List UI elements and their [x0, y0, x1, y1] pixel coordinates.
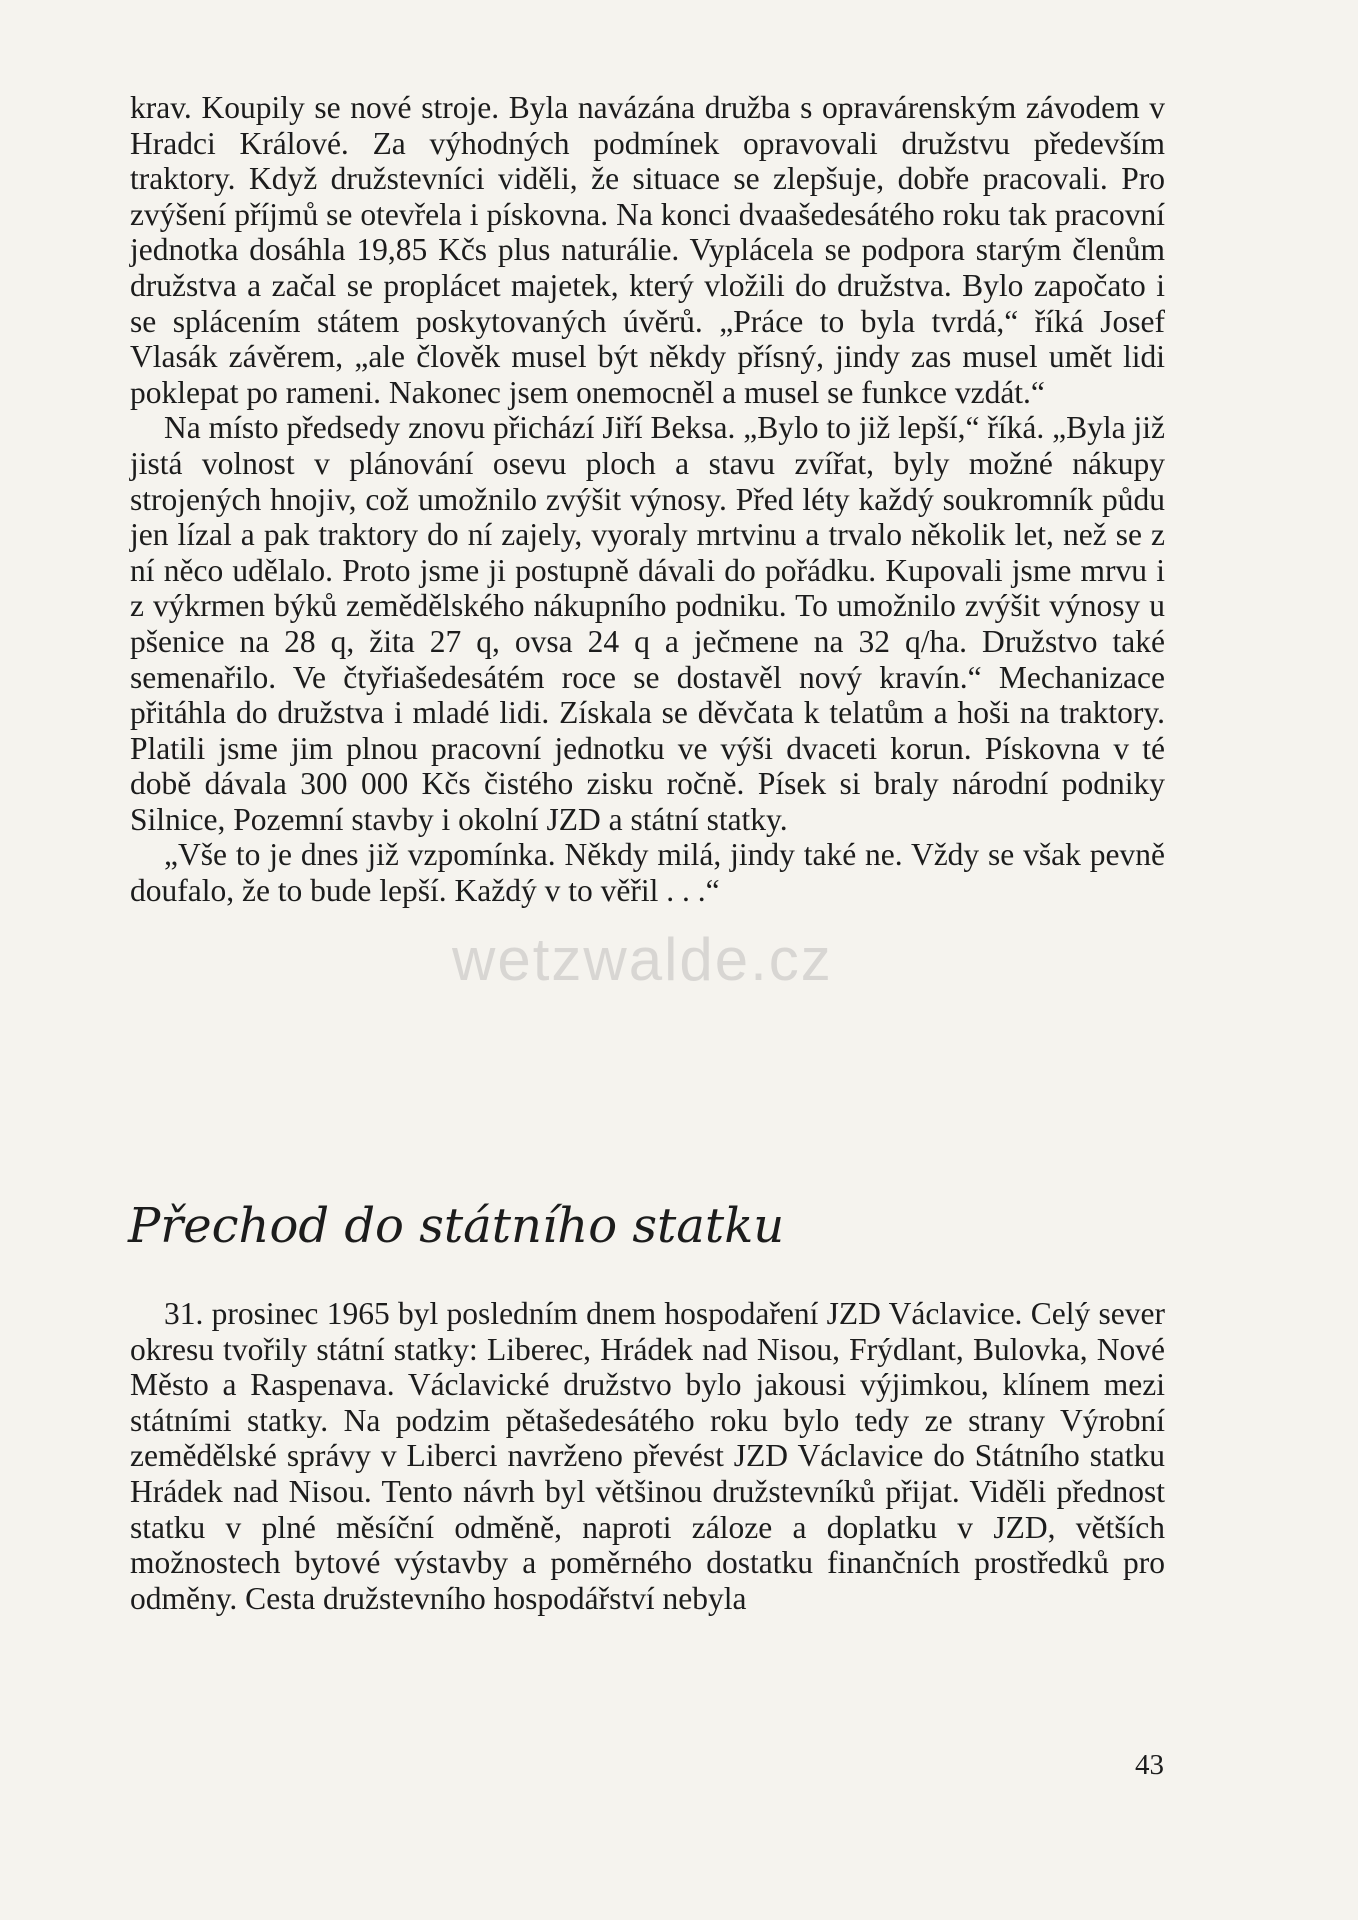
paragraph: krav. Koupily se nové stroje. Byla navázána družba s opravárenským závodem v Hradci Králové. Za výhodných podmínek opravovali družstvu především traktory. Když družstevníci viděli, že situace se zlepšuje, dobře pracovali. Pro zvýšení příjmů se otevřela i pískovna. Na konci dvaašedesátého roku tak pracovní jednotka dosáhla 19,85 Kčs plus naturálie. Vyplácela se podpora starým členům družstva a začal se proplácet majetek, který vložili do družstva. Bylo započato i se splácením státem poskytovaných úvěrů. „Práce to byla tvrdá,“ říká Josef Vlasák závěrem, „ale člověk musel být někdy přísný, jindy zas musel umět lidi poklepat po rameni. Nakonec jsem onemocněl a musel se funkce vzdát.“ [130, 90, 1165, 410]
paragraph: „Vše to je dnes již vzpomínka. Někdy milá, jindy také ne. Vždy se však pevně doufalo, že to bude lepší. Každý v to věřil . . .“ [130, 837, 1165, 909]
paragraph: 31. prosinec 1965 byl posledním dnem hospodaření JZD Václavice. Celý sever okresu tvořily státní statky: Liberec, Hrádek nad Nisou, Frýdlant, Bulovka, Nové Město a Raspenava. Václavické družstvo bylo jakousi výjimkou, klínem mezi státními statky. Na podzim pětašedesátého roku bylo tedy ze strany Výrobní zemědělské správy v Liberci navrženo převést JZD Václavice do Státního statku Hrádek nad Nisou. Tento návrh byl většinou družstevníků přijat. Viděli přednost statku v plné měsíční odměně, naproti záloze a doplatku v JZD, větších možnostech bytové výstavby a poměrného dostatku finančních prostředků pro odměny. Cesta družstevního hospodářství nebyla [130, 1296, 1165, 1616]
page-number: 43 [1135, 1749, 1164, 1781]
text-block-bottom [130, 1296, 1165, 1616]
watermark: wetzwalde.cz [452, 926, 833, 993]
text-block-top [130, 90, 1165, 909]
section-heading: Přechod do státního statku [128, 1198, 785, 1254]
paragraph: Na místo předsedy znovu přichází Jiří Beksa. „Bylo to již lepší,“ říká. „Byla již jistá volnost v plánování osevu ploch a stavu zvířat, byly možné nákupy strojených hnojiv, což umožnilo zvýšit výnosy. Před léty každý soukromník půdu jen lízal a pak traktory do ní zajely, vyoraly mrtvinu a trvalo několik let, než se z ní něco udělalo. Proto jsme ji postupně dávali do pořádku. Kupovali jsme mrvu i z výkrmen býků zemědělského nákupního podniku. To umožnilo zvýšit výnosy u pšenice na 28 q, žita 27 q, ovsa 24 q a ječmene na 32 q/ha. Družstvo také semenařilo. Ve čtyřiašedesátém roce se dostavěl nový kravín.“ Mechanizace přitáhla do družstva i mladé lidi. Získala se děvčata k telatům a hoši na traktory. Platili jsme jim plnou pracovní jednotku ve výši dvaceti korun. Pískovna v té době dávala 300 000 Kčs čistého zisku ročně. Písek si braly národní podniky Silnice, Pozemní stavby i okolní JZD a státní statky. [130, 410, 1165, 837]
